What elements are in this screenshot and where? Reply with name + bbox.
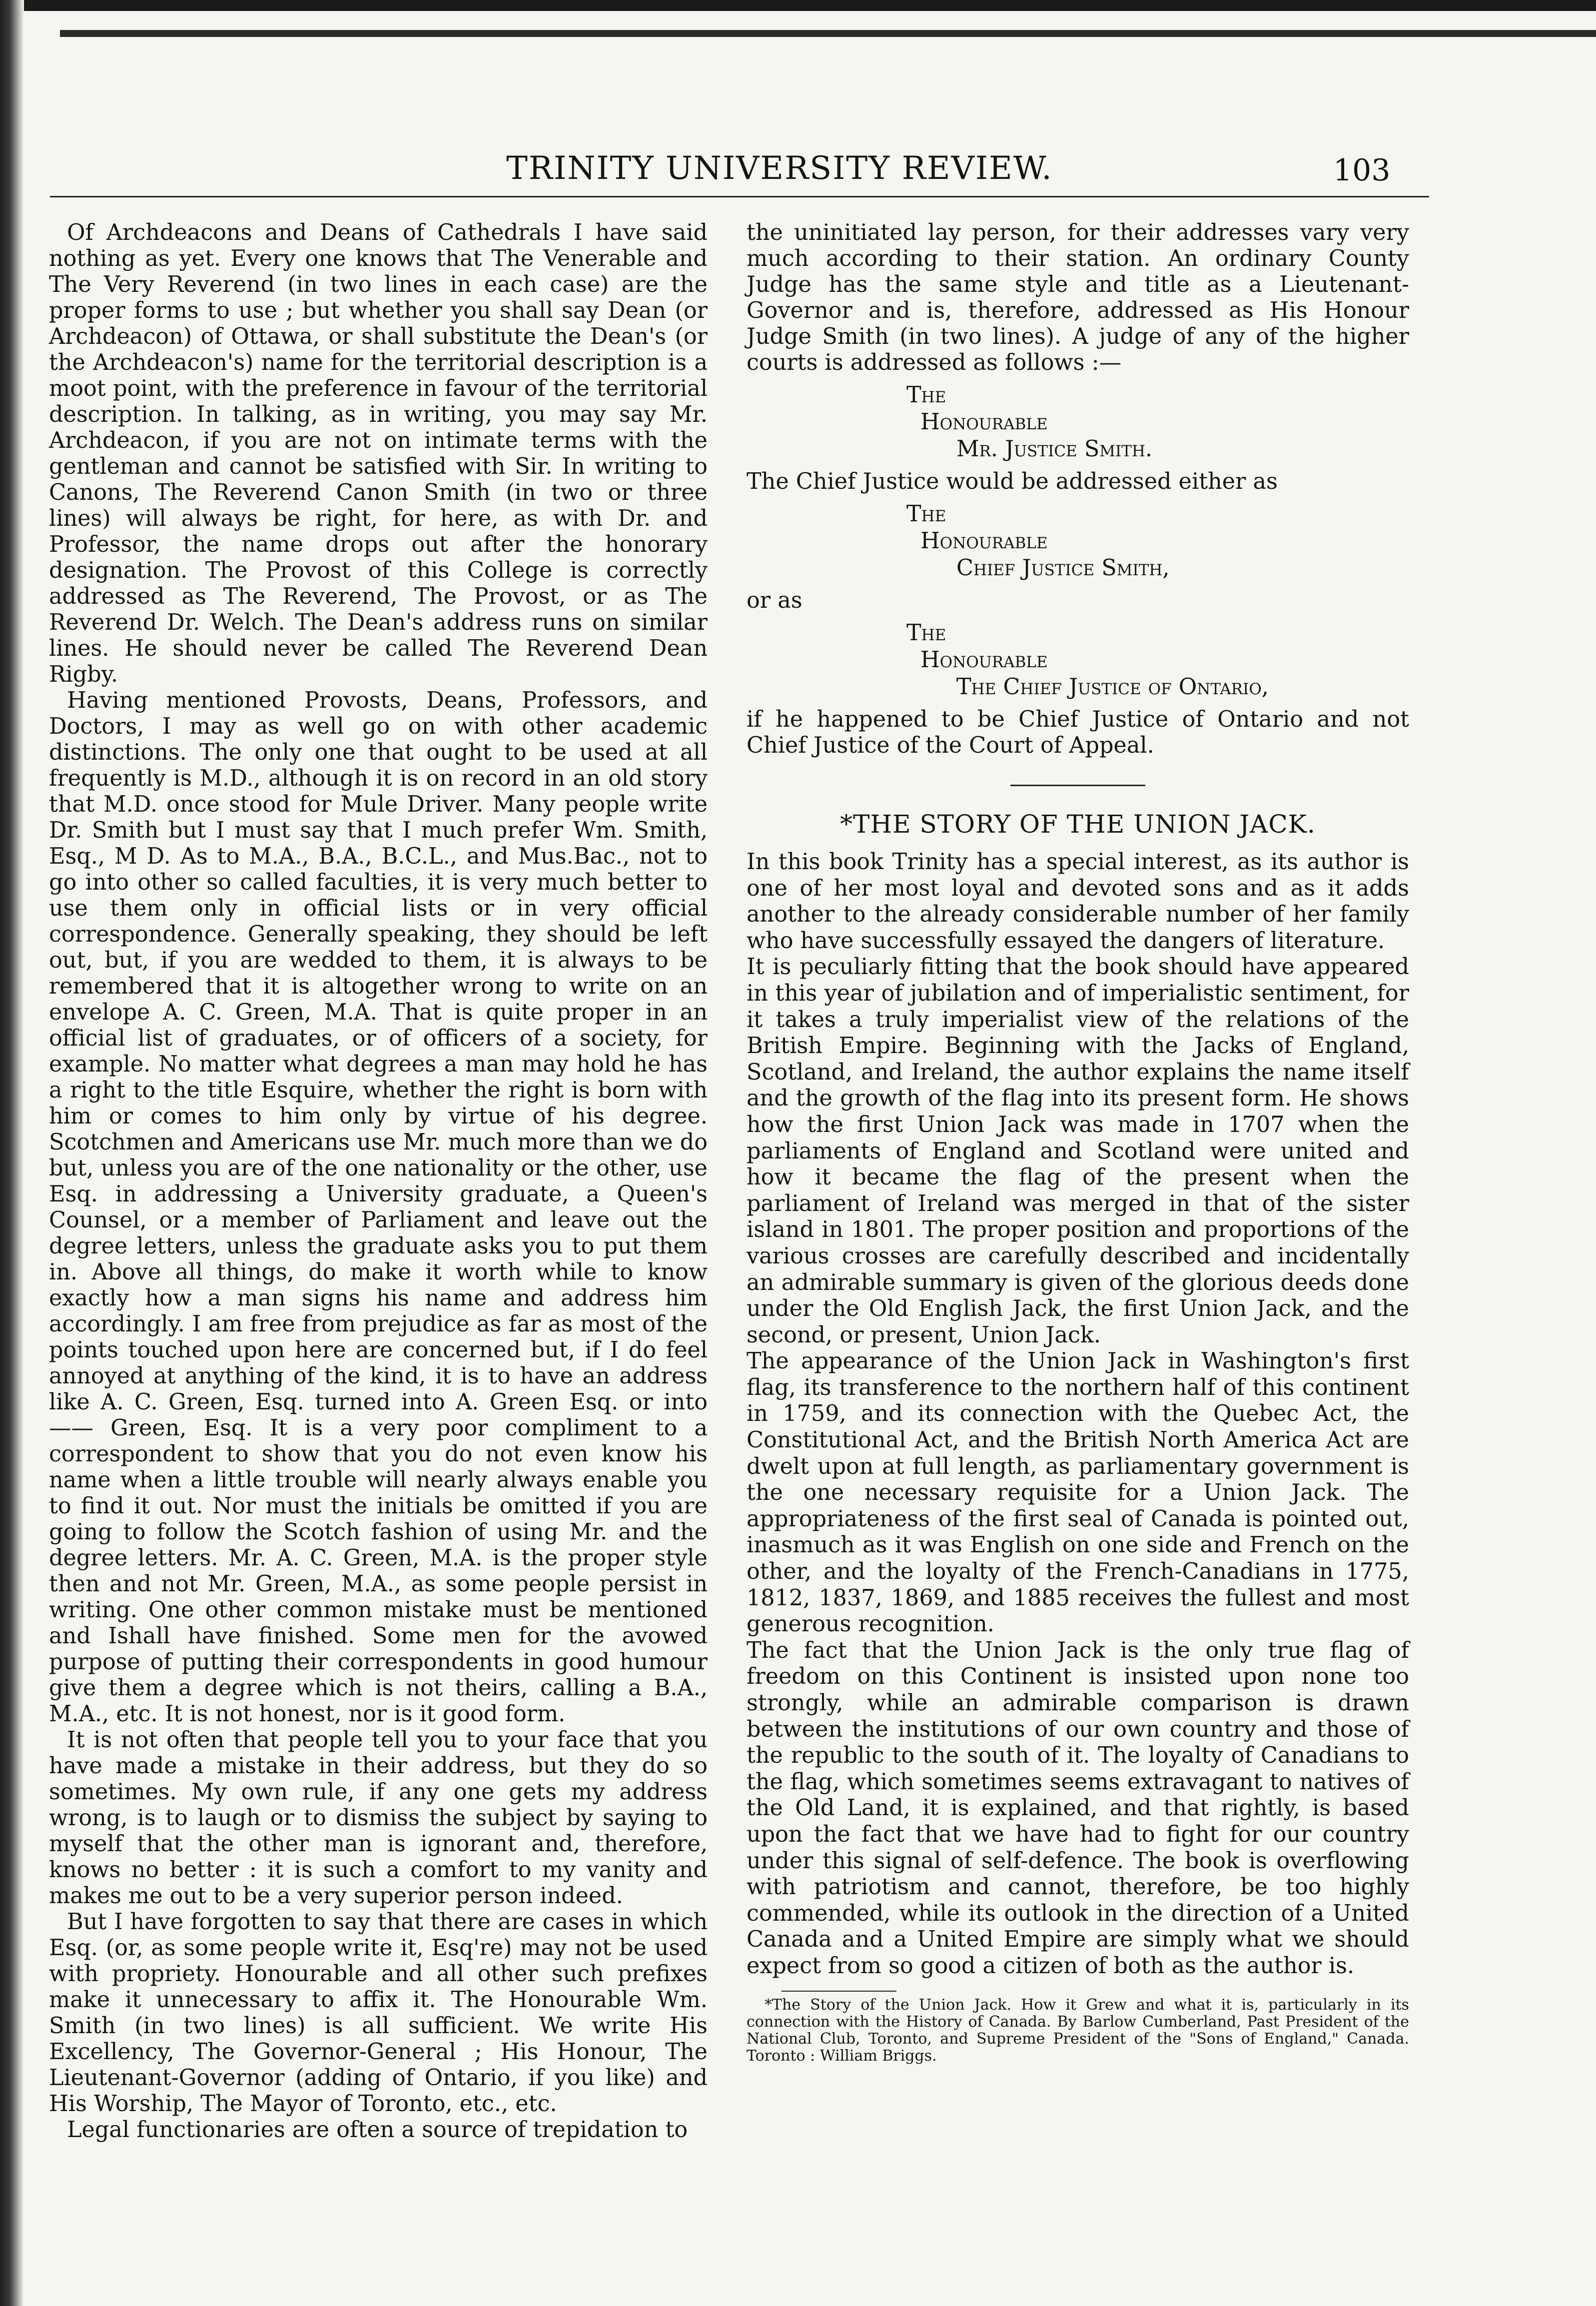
address-line: Mr. Justice Smith.	[956, 436, 1153, 462]
header-rule	[50, 196, 1429, 197]
left-column	[49, 220, 708, 2143]
section-divider	[1010, 785, 1145, 786]
paragraph-closing: if he happened to be Chief Justice of Ontario and not Chief Justice of the Court of Appeal.	[747, 707, 1409, 758]
paragraph-chief-justice: The Chief Justice would be addressed either as	[747, 469, 1278, 494]
section-title: *THE STORY OF THE UNION JACK.	[840, 810, 1316, 839]
paragraph-legal-functionaries: Legal functionaries are often a source of trepidation to	[67, 2117, 688, 2143]
scan-spine-shadow	[0, 0, 24, 2306]
story-paragraph: In this book Trinity has a special interest, as its author is one of her most loyal and devoted sons and as it adds another to the already considerable number of her family who have successfully essayed the dangers of literature.	[747, 849, 1409, 954]
address-block-chief-justice	[747, 501, 1409, 582]
address-line: Honourable	[920, 409, 1048, 435]
paragraph-address-mistakes: It is not often that people tell you to your face that you have made a mistake in their address, but they do so sometimes. My own rule, if any one gets my address wrong, is to laugh or to dismiss the subject by saying to myself that the other man is ignorant and, therefore, knows no better : it is such a comfort to my vanity and makes me out to be a very superior person indeed.	[49, 1727, 708, 1909]
story-paragraph: The appearance of the Union Jack in Washington's first flag, its transference to the northern half of this continent in 1759, and its connection with the Quebec Act, the Constitutional Act, and the British North America Act are dwelt upon at full length, as parliamentary government is the one necessary requisite for a Union Jack. The appropriateness of the first seal of Canada is pointed out, inasmuch as it was English on one side and French on the other, and the loyalty of the French-Canadians in 1775, 1812, 1837, 1869, and 1885 receives the fullest and most generous recognition.	[747, 1348, 1409, 1637]
right-column	[747, 220, 1409, 2065]
address-line: The	[906, 382, 946, 408]
scan-edge-top-inner	[60, 30, 1596, 37]
address-line: Chief Justice Smith,	[956, 555, 1170, 581]
publication-title: TRINITY UNIVERSITY REVIEW.	[506, 150, 1053, 187]
story-paragraph: The fact that the Union Jack is the only true flag of freedom on this Continent is insisted upon none too strongly, while an admirable comparison is drawn between the institutions of our own country and those of the republic to the south of it. The loyalty of Canadians to the flag, which sometimes seems extravagant to natives of the Old Land, it is explained, and that rightly, is based upon the fact that we have had to fight for our country under this signal of self-defence. The book is overflowing with patriotism and cannot, therefore, be too highly commended, while its outlook in the direction of a United Canada and a United Empire are simply what we should expect from so good a citizen of both as the author is.	[747, 1637, 1409, 1979]
footnote: *The Story of the Union Jack. How it Grew and what it is, particularly in its connection with the History of Canada. By Barlow Cumberland, Past President of the National Club, Toronto, and Supreme President of the "Sons of England," Canada. Toronto : William Briggs.	[747, 1996, 1409, 2065]
story-body	[747, 849, 1409, 1980]
address-line: The	[906, 501, 946, 527]
footnote-rule	[782, 1991, 896, 1992]
address-line: The Chief Justice of Ontario,	[956, 674, 1269, 700]
scan-edge-top	[0, 0, 1596, 11]
address-block-justice	[747, 382, 1409, 463]
address-block-chief-justice-ontario	[747, 620, 1409, 701]
paragraph-judges: the uninitiated lay person, for their addresses vary very much according to their station. An ordinary County Judge has the same style and title as a Lieutenant-Governor and is, therefore, addressed as His Honour Judge Smith (in two lines). A judge of any of the higher courts is addressed as follows :—	[747, 220, 1409, 375]
story-paragraph: It is peculiarly fitting that the book should have appeared in this year of jubilation and of imperialistic sentiment, for it takes a truly imperialist view of the relations of the British Empire. Beginning with the Jacks of England, Scotland, and Ireland, the author explains the name itself and the growth of the flag into its present form. He shows how the first Union Jack was made in 1707 when the parliaments of England and Scotland were united and how it became the flag of the present when the parliament of Ireland was merged in that of the sister island in 1801. The proper position and proportions of the various crosses are carefully described and incidentally an admirable summary is given of the glorious deeds done under the Old English Jack, the first Union Jack, and the second, or present, Union Jack.	[747, 954, 1409, 1348]
address-line: Honourable	[920, 528, 1048, 554]
address-line: The	[906, 620, 946, 646]
address-line: Honourable	[920, 647, 1048, 673]
paragraph-esquire-exceptions: But I have forgotten to say that there are cases in which Esq. (or, as some people write it, Esq're) may not be used with propriety. Honourable and all other such prefixes make it unnecessary to affix it. The Honourable Wm. Smith (in two lines) is all sufficient. We write His Excellency, The Governor-General ; His Honour, The Lieutenant-Governor (adding of Ontario, if you like) and His Worship, The Mayor of Toronto, etc., etc.	[49, 1909, 708, 2117]
paragraph-academic-distinctions: Having mentioned Provosts, Deans, Professors, and Doctors, I may as well go on with other academic distinctions. The only one that ought to be used at all frequently is M.D., although it is on record in an old story that M.D. once stood for Mule Driver. Many people write Dr. Smith but I must say that I much prefer Wm. Smith, Esq., M D. As to M.A., B.A., B.C.L., and Mus.Bac., not to go into other so called faculties, it is very much better to use them only in official lists or in very official correspondence. Generally speaking, they should be left out, but, if you are wedded to them, it is always to be remembered that it is altogether wrong to write on an envelope A. C. Green, M.A. That is quite proper in an official list of graduates, or of officers of a society, for example. No matter what degrees a man may hold he has a right to the title Esquire, whether the right is born with him or comes to him only by virtue of his degree. Scotchmen and Americans use Mr. much more than we do but, unless you are of the one nationality or the other, use Esq. in addressing a University graduate, a Queen's Counsel, or a member of Parliament and leave out the degree letters, unless the graduate asks you to put them in. Above all things, do make it worth while to know exactly how a man signs his name and address him accordingly. I am free from prejudice as far as most of the points touched upon here are concerned but, if I do feel annoyed at anything of the kind, it is to have an address like A. C. Green, Esq. turned into A. Green Esq. or into —— Green, Esq. It is a very poor compliment to a correspondent to show that you do not even know his name when a little trouble will nearly always enable you to find it out. Nor must the initials be omitted if you are going to follow the Scotch fashion of using Mr. and the degree letters. Mr. A. C. Green, M.A. is the proper style then and not Mr. Green, M.A., as some people persist in writing. One other common mistake must be mentioned and Ishall have finished. Some men for the avowed purpose of putting their correspondents in good humour give them a degree which is not theirs, calling a B.A., M.A., etc. It is not honest, nor is it good form.	[49, 688, 708, 1727]
page-number: 103	[1333, 153, 1391, 188]
or-as-text: or as	[747, 588, 802, 613]
paragraph-archdeacons: Of Archdeacons and Deans of Cathedrals I have said nothing as yet. Every one knows that The Venerable and The Very Reverend (in two lines in each case) are the proper forms to use ; but whether you shall say Dean (or Archdeacon) of Ottawa, or shall substitute the Dean's (or the Archdeacon's) name for the territorial description is a moot point, with the preference in favour of the territorial description. In talking, as in writing, you may say Mr. Archdeacon, if you are not on intimate terms with the gentleman and cannot be satisfied with Sir. In writing to Canons, The Reverend Canon Smith (in two or three lines) will always be right, for here, as with Dr. and Professor, the name drops out after the honorary designation. The Provost of this College is correctly addressed as The Reverend, The Provost, or as The Reverend Dr. Welch. The Dean's address runs on similar lines. He should never be called The Reverend Dean Rigby.	[49, 220, 708, 687]
